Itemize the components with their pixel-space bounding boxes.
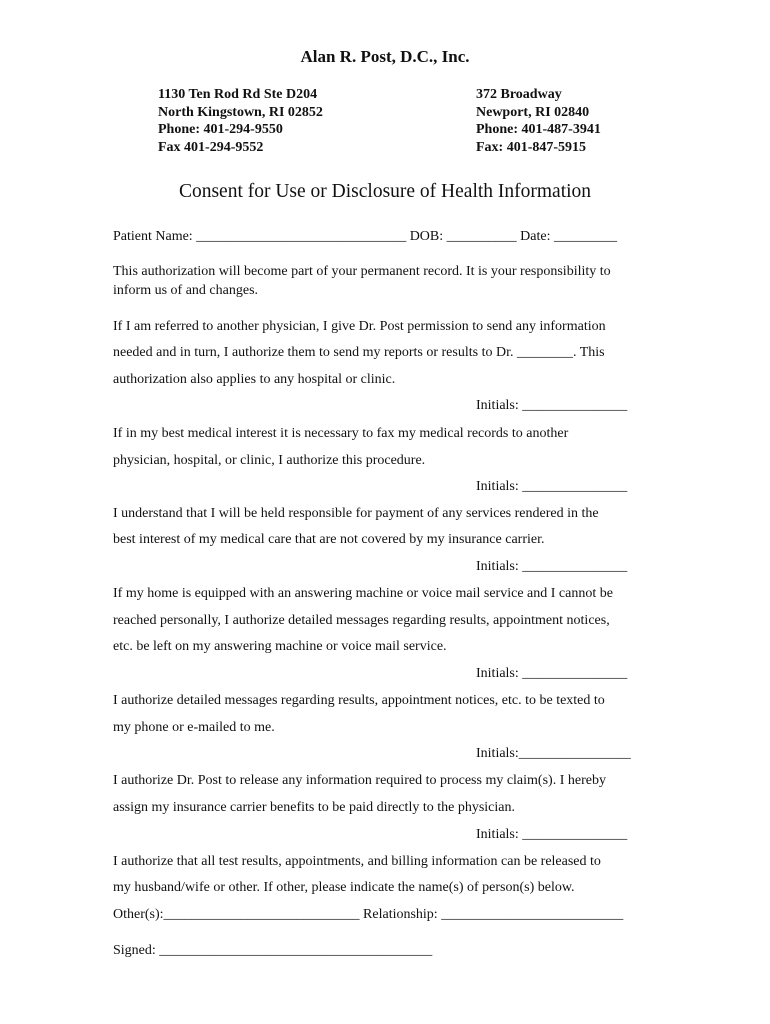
office-right-phone: Phone: 401-487-3941 [476, 122, 601, 137]
patient-info-line[interactable]: Patient Name: ______________________________ DOB: __________ Date: _________ [113, 229, 617, 244]
practice-name: Alan R. Post, D.C., Inc. [300, 47, 470, 66]
office-right-fax: Fax: 401-847-5915 [476, 139, 587, 155]
para2-line-2: physician, hospital, or clinic, I authorize this procedure. [113, 453, 426, 468]
initials-field-5[interactable]: Initials:________________ [476, 746, 631, 761]
office-right-city: Newport, RI 02840 [476, 104, 590, 120]
para2-line-1: If in my best medical interest it is necessary to fax my medical records to another [113, 426, 569, 441]
para6-line-2: assign my insurance carrier benefits to be paid directly to the physician. [113, 800, 515, 815]
para3-line-2: best interest of my medical care that are not covered by my insurance carrier. [113, 532, 545, 547]
initials-field-6[interactable]: Initials: _______________ [476, 827, 628, 842]
form-title: Consent for Use or Disclosure of Health Information [178, 181, 592, 202]
office-left-street: 1130 Ten Rod Rd Ste D204 [158, 87, 318, 102]
para1-line-3: authorization also applies to any hospital or clinic. [113, 372, 396, 387]
office-left-phone: Phone: 401-294-9550 [158, 122, 283, 137]
others-relationship-line[interactable]: Other(s):____________________________ Relationship: __________________________ [113, 907, 624, 922]
office-address-newport [476, 86, 601, 156]
initials-field-4[interactable]: Initials: _______________ [476, 666, 628, 681]
para6-line-1: I authorize Dr. Post to release any information required to process my claim(s). I hereby [113, 773, 606, 788]
para5-line-2: my phone or e-mailed to me. [113, 720, 275, 735]
initials-field-3[interactable]: Initials: _______________ [476, 559, 628, 574]
para4-line-3: etc. be left on my answering machine or voice mail service. [113, 639, 447, 654]
para4-line-2: reached personally, I authorize detailed messages regarding results, appointment notices, [113, 613, 610, 628]
intro-line-1: This authorization will become part of your permanent record. It is your responsibility to [113, 264, 611, 279]
para7-line-1: I authorize that all test results, appointments, and billing information can be released to [113, 854, 601, 869]
office-left-city: North Kingstown, RI 02852 [158, 104, 323, 120]
intro-line-2: inform us of and changes. [113, 283, 259, 298]
para5-line-1: I authorize detailed messages regarding results, appointment notices, etc. to be texted to [113, 693, 605, 708]
initials-field-1[interactable]: Initials: _______________ [476, 398, 628, 413]
para1-line-2: needed and in turn, I authorize them to send my reports or results to Dr. ________. This [113, 345, 605, 360]
para7-line-2: my husband/wife or other. If other, please indicate the name(s) of person(s) below. [113, 880, 575, 895]
para3-line-1: I understand that I will be held responsible for payment of any services rendered in the [113, 506, 599, 521]
office-left-fax: Fax 401-294-9552 [158, 139, 264, 155]
office-address-north-kingstown [158, 86, 323, 156]
para4-line-1: If my home is equipped with an answering machine or voice mail service and I cannot be [113, 586, 613, 601]
initials-field-2[interactable]: Initials: _______________ [476, 479, 628, 494]
signature-line[interactable]: Signed: _______________________________________ [113, 943, 433, 958]
para1-line-1: If I am referred to another physician, I give Dr. Post permission to send any information [113, 319, 606, 334]
office-right-street: 372 Broadway [476, 87, 562, 102]
